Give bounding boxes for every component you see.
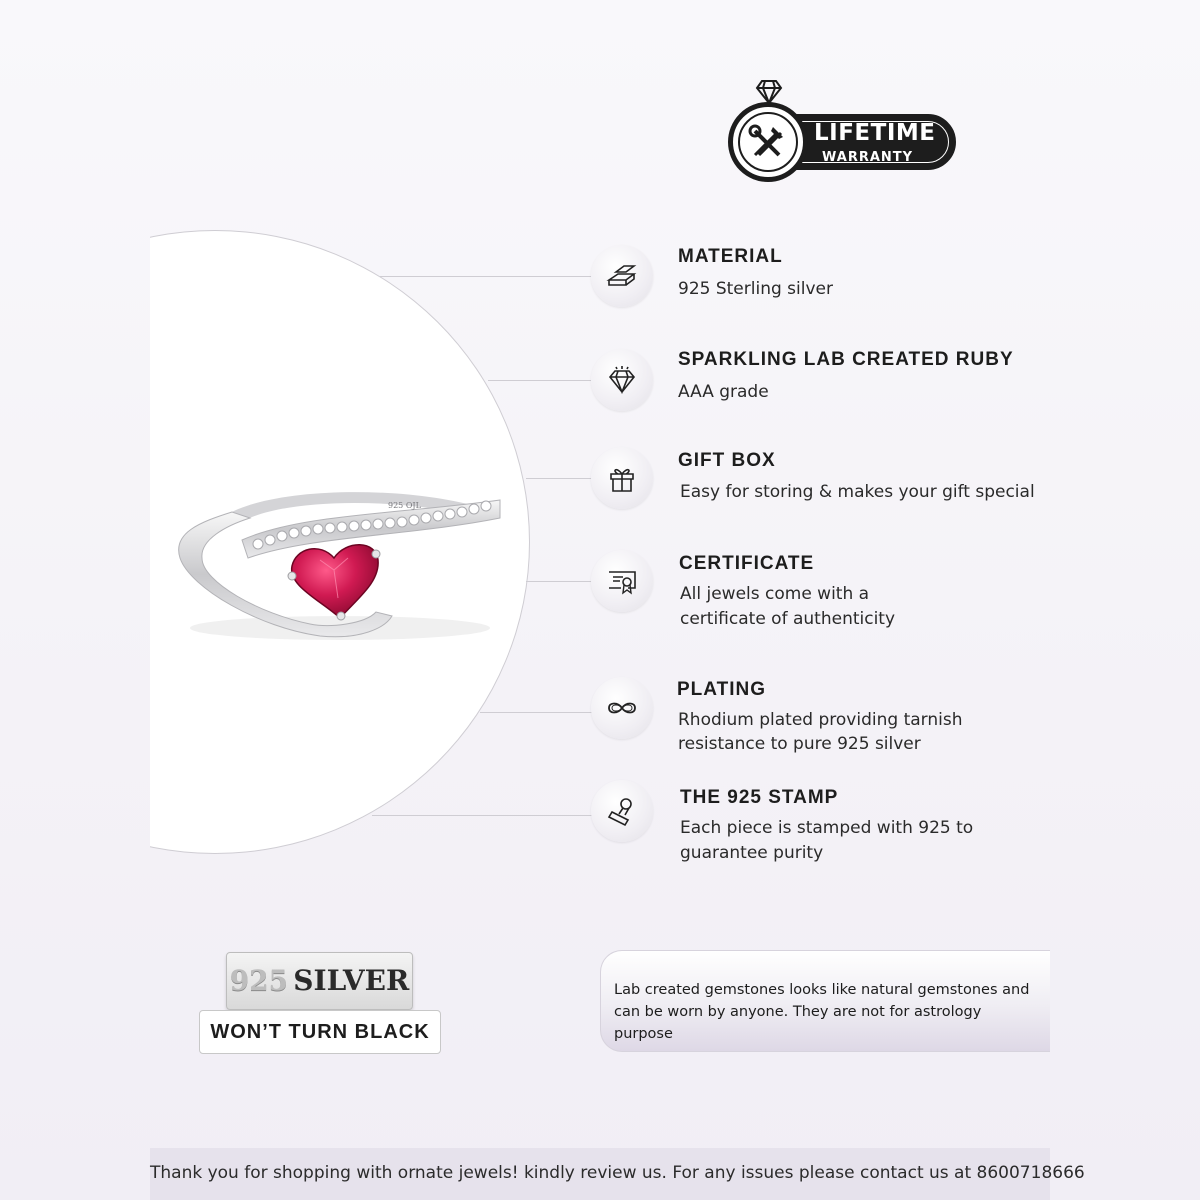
- ring-stamp: 925 OJL: [388, 501, 421, 510]
- connector-line: [488, 380, 592, 381]
- ring-image: [170, 478, 510, 653]
- silver-word: SILVER: [293, 964, 410, 997]
- feature-title: CERTIFICATE: [679, 553, 815, 574]
- certificate-icon: [591, 550, 653, 612]
- feature-title: GIFT BOX: [678, 450, 776, 471]
- feature-desc: resistance to pure 925 silver: [678, 734, 921, 754]
- tools-icon: [728, 102, 808, 182]
- feature-desc: AAA grade: [678, 382, 769, 402]
- diamond-icon: [591, 349, 653, 411]
- feature-desc: 925 Sterling silver: [678, 279, 833, 299]
- footer-message: Thank you for shopping with ornate jewels! kindly review us. For any issues please contact us at 8600718666: [150, 1148, 1050, 1200]
- gift-box-icon: [591, 447, 653, 509]
- note-line: Lab created gemstones looks like natural gemstones and: [614, 982, 1030, 998]
- feature-desc: guarantee purity: [680, 843, 824, 863]
- wont-turn-black-label: WON’T TURN BLACK: [199, 1010, 441, 1054]
- feature-title: MATERIAL: [678, 246, 783, 267]
- feature-title: PLATING: [677, 679, 766, 700]
- infinity-icon: [591, 677, 653, 739]
- warranty-line1: LIFETIME: [814, 120, 936, 146]
- connector-line: [526, 581, 592, 582]
- warranty-line2: WARRANTY: [822, 150, 914, 165]
- connector-line: [372, 815, 592, 816]
- feature-title: SPARKLING LAB CREATED RUBY: [678, 349, 1014, 370]
- gemstone-note: [600, 950, 1050, 1052]
- silver-bars-icon: [591, 245, 653, 307]
- silver-number: 925: [229, 964, 289, 997]
- diamond-icon: [752, 76, 786, 106]
- connector-line: [526, 478, 592, 479]
- connector-line: [480, 712, 592, 713]
- feature-title: THE 925 STAMP: [680, 787, 839, 808]
- note-line: can be worn by anyone. They are not for astrology purpose: [614, 1004, 982, 1042]
- feature-desc: certificate of authenticity: [680, 609, 896, 629]
- feature-desc: Easy for storing & makes your gift special: [680, 482, 1035, 502]
- stamp-icon: [591, 780, 653, 842]
- panel-clip: [0, 0, 150, 1200]
- lifetime-warranty-badge: [722, 72, 962, 192]
- silver-badge: [226, 952, 413, 1010]
- feature-desc: Each piece is stamped with 925 to: [680, 818, 974, 838]
- feature-desc: All jewels come with a: [680, 584, 870, 604]
- connector-line: [380, 276, 592, 277]
- feature-desc: Rhodium plated providing tarnish: [678, 710, 963, 730]
